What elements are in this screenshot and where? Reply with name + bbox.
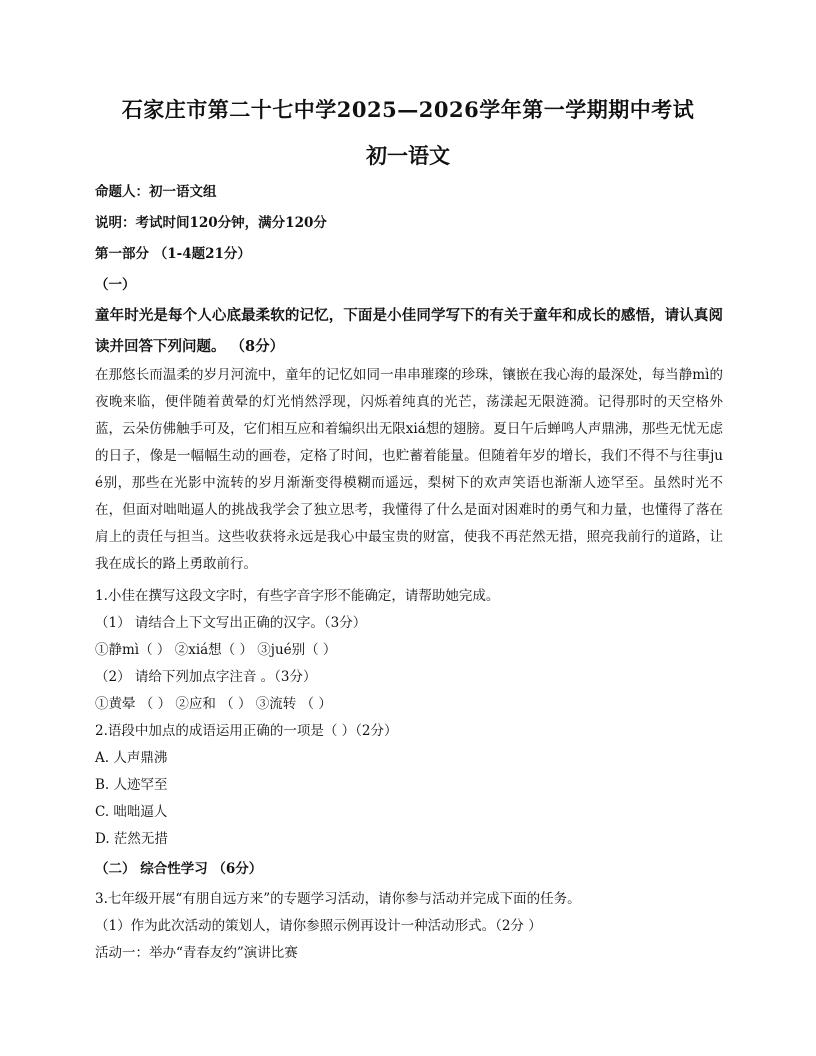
q1-stem: 1.小佳在撰写这段文字时，有些字音字形不能确定，请帮助她完成。 — [95, 588, 500, 604]
part1-heading: 第一部分 （1-4题21分） — [95, 246, 251, 262]
q3-sub1: （1）作为此次活动的策划人，请你参照示例再设计一种活动形式。（2分 ） — [95, 918, 542, 934]
section1-heading: （一） — [95, 277, 136, 293]
reading-intro: 童年时光是每个人心底最柔软的记忆，下面是小佳同学写下的有关于童年和成长的感悟，请认真阅读并回答下列问题。 （8分） — [95, 307, 723, 355]
q2-option-b: B. 人迹罕至 — [95, 777, 168, 793]
q2-option-a: A. 人声鼎沸 — [95, 750, 168, 766]
reading-passage: 在那悠长而温柔的岁月河流中，童年的记忆如同一串串璀璨的珍珠，镶嵌在我心海的最深处，每当静mì的夜晚来临，便伴随着黄晕的灯光悄然浮现，闪烁着纯真的光芒，荡漾起无限涟漪。记得那时的天空格外蓝，云朵仿佛触手可及，它们相互应和着编织出无限xiá想的翅膀。夏日午后蝉鸣人声鼎沸，那些无忧无虑的日子，像是一幅幅生动的画卷，定格了时间，也贮蓄着能量。但随着年岁的增长，我们不得不与往事jué别，那些在光影中流转的岁月渐渐变得模糊而遥远，梨树下的欢声笑语也渐渐人迹罕至。虽然时光不在，但面对咄咄逼人的挑战我学会了独立思考，我懂得了什么是面对困难时的勇气和力量，也懂得了落在肩上的责任与担当。这些收获将永远是我心中最宝贵的财富，使我不再茫然无措，照亮我前行的道路，让我在成长的路上勇敢前行。 — [95, 367, 723, 572]
q1-sub2: （2） 请给下列加点字注音 。（3分） — [95, 669, 317, 685]
q1-sub1-items: ①静mì（ ） ②xiá想（ ） ③jué别（ ） — [95, 642, 337, 658]
q2-option-d: D. 茫然无措 — [95, 831, 168, 847]
q2-option-c: C. 咄咄逼人 — [95, 804, 168, 820]
instructions-line: 说明：考试时间120分钟，满分120分 — [95, 215, 327, 231]
q2-stem: 2.语段中加点的成语运用正确的一项是（ ）（2分） — [95, 723, 398, 739]
q1-sub1: （1） 请结合上下文写出正确的汉字。（3分） — [95, 615, 367, 631]
q1-sub2-items: ①黄晕 （ ） ②应和 （ ） ③流转 （ ） — [95, 696, 332, 712]
section2-heading: （二） 综合性学习 （6分） — [95, 861, 263, 877]
q3-example: 活动一：举办“青春友约”演讲比赛 — [95, 945, 298, 961]
exam-title: 石家庄市第二十七中学2025—2026学年第一学期期中考试 — [121, 97, 695, 122]
exam-subtitle: 初一语文 — [366, 143, 450, 168]
author-line: 命题人：初一语文组 — [95, 184, 217, 200]
q3-stem: 3.七年级开展“有朋自远方来”的专题学习活动，请你参与活动并完成下面的任务。 — [95, 891, 581, 907]
